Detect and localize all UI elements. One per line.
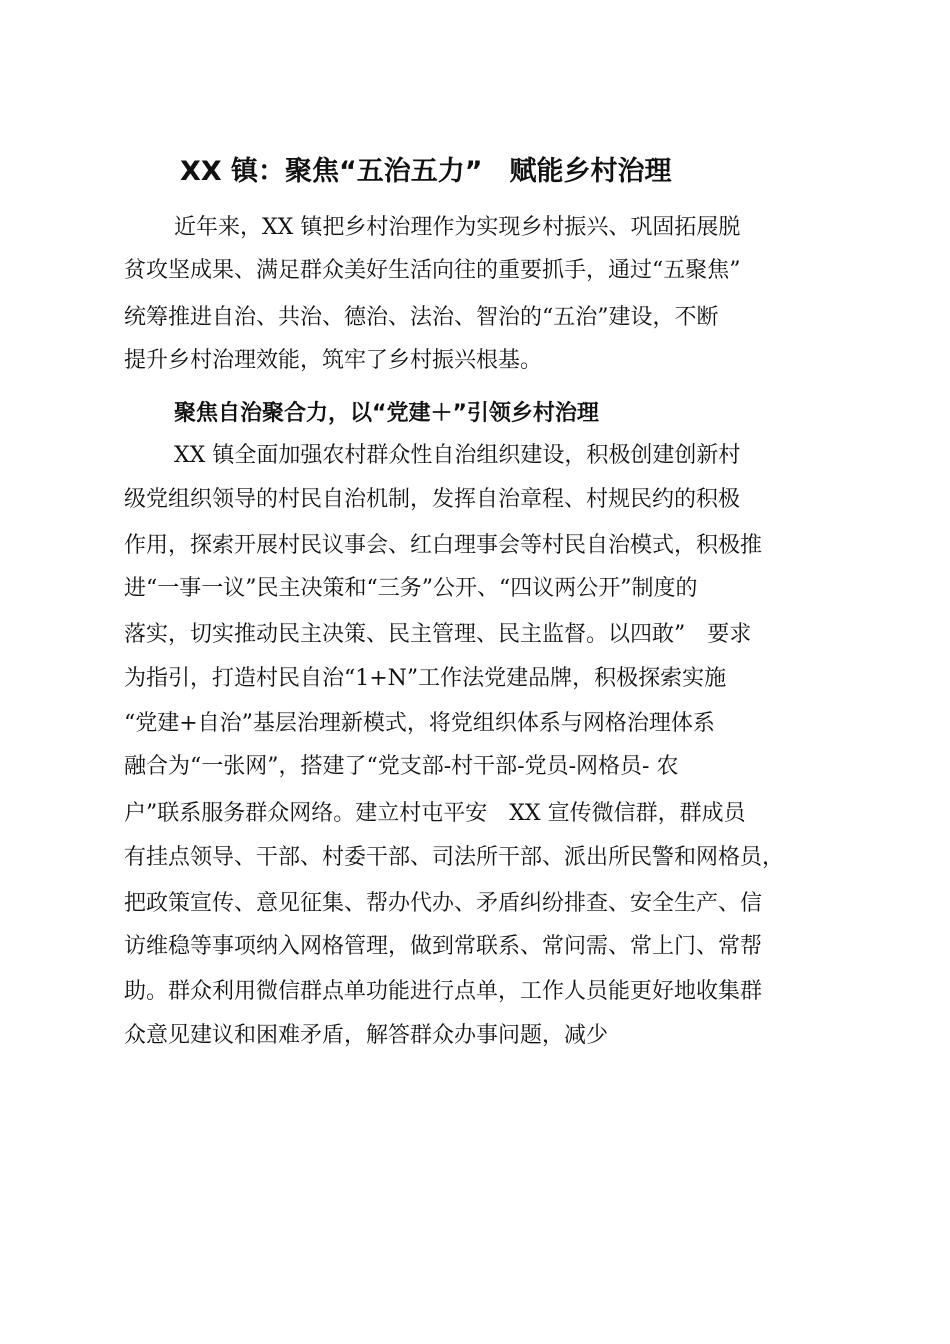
section-line: 落实，切实推动民主决策、民主管理、民主监督。以四敢” 要求 [124, 622, 752, 647]
section-line: 众意见建议和困难矛盾，解答群众办事问题，减少 [124, 1023, 609, 1048]
intro-line: 近年来，XX 镇把乡村治理作为实现乡村振兴、巩固拓展脱 [174, 215, 741, 240]
document-title: XX 镇：聚焦“五治五力” 赋能乡村治理 [180, 156, 672, 187]
section-line: 助。群众利用微信群点单功能进行点单，工作人员能更好地收集群 [124, 979, 763, 1004]
section-line: “党建+自治”基层治理新模式，将党组织体系与网格治理体系 [124, 711, 715, 736]
section-line: 为指引，打造村民自治“1+N”工作法党建品牌，积极探索实施 [124, 666, 727, 691]
intro-line: 贫攻坚成果、满足群众美好生活向往的重要抓手，通过“五聚焦” [124, 258, 741, 283]
section-line: 户”联系服务群众网络。建立村屯平安 XX 宣传微信群，群成员 [124, 801, 746, 826]
section-line: XX 镇全面加强农村群众性自治组织建设，积极创建创新村 [174, 443, 741, 468]
section-line: 融合为“一张网”，搭建了“党支部-村干部-党员-网格员- 农 [124, 754, 679, 779]
section-line: 把政策宣传、意见征集、帮办代办、矛盾纠纷排查、安全生产、信 [124, 891, 763, 916]
section-line: 进“一事一议”民主决策和“三务”公开、“四议两公开”制度的 [124, 576, 698, 601]
section-line: 有挂点领导、干部、村委干部、司法所干部、派出所民警和网格员， [124, 845, 785, 870]
section-line: 级党组织领导的村民自治机制，发挥自治章程、村规民约的积极 [124, 487, 741, 512]
section-line: 作用，探索开展村民议事会、红白理事会等村民自治模式，积极推 [124, 533, 763, 558]
section-heading: 聚焦自治聚合力，以“党建＋”引领乡村治理 [174, 401, 599, 426]
section-line: 访维稳等事项纳入网格管理，做到常联系、常问需、常上门、常帮 [124, 934, 763, 959]
intro-line: 统筹推进自治、共治、德治、法治、智治的“五治”建设，不断 [124, 305, 719, 330]
intro-line: 提升乡村治理效能，筑牢了乡村振兴根基。 [124, 348, 543, 373]
